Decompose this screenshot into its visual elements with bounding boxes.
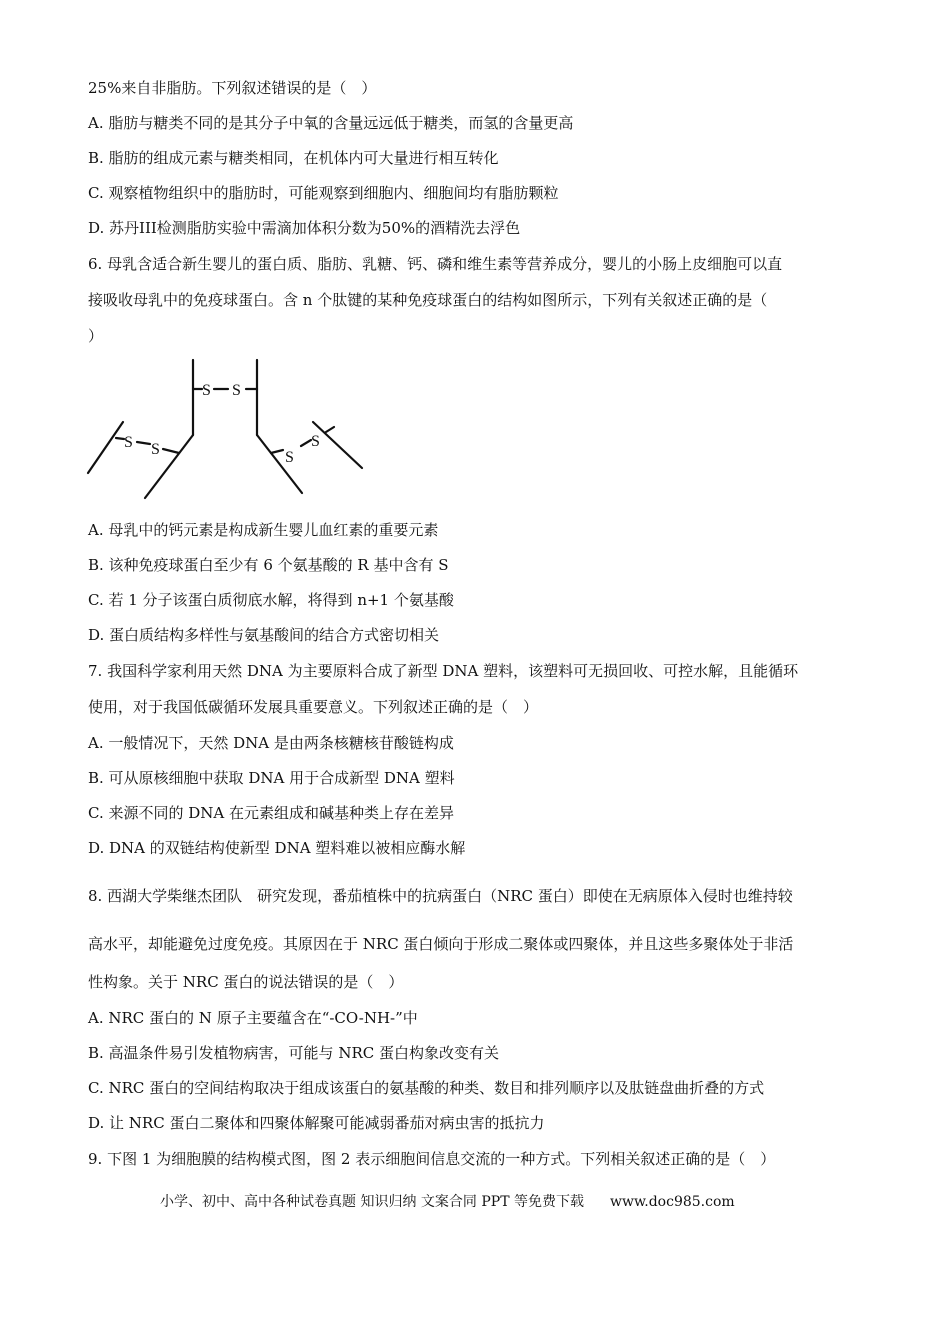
question-8-stem: 高水平，却能避免过度免疫。其原因在于 NRC 蛋白倾向于形成二聚体或四聚体，并且这些多聚体处于非活 (88, 935, 794, 953)
option-c: C. 来源不同的 DNA 在元素组成和碱基种类上存在差异 (88, 804, 455, 822)
option-b: B. 高温条件易引发植物病害，可能与 NRC 蛋白构象改变有关 (88, 1044, 499, 1062)
option-a: A. NRC 蛋白的 N 原子主要蕴含在“-CO-NH-”中 (88, 1009, 418, 1027)
sulfur-atom: S (285, 449, 294, 466)
question-6-stem: 6. 母乳含适合新生婴儿的蛋白质、脂肪、乳糖、钙、磷和维生素等营养成分，婴儿的小肠上皮细胞可以直 (88, 255, 783, 273)
option-a: A. 一般情况下，天然 DNA 是由两条核糖核苷酸链构成 (88, 734, 454, 752)
question-6-stem: ） (88, 327, 104, 345)
text-line: 25%来自非脂肪。下列叙述错误的是（ ） (88, 79, 377, 97)
option-b: B. 可从原核细胞中获取 DNA 用于合成新型 DNA 塑料 (88, 769, 455, 787)
option-b: B. 该种免疫球蛋白至少有 6 个氨基酸的 R 基中含有 S (88, 556, 449, 574)
option-d: D. 让 NRC 蛋白二聚体和四聚体解聚可能减弱番茄对病虫害的抵抗力 (88, 1114, 545, 1132)
sulfur-atom: S (311, 433, 320, 450)
page-footer (160, 1192, 735, 1212)
question-8-stem: 性构象。关于 NRC 蛋白的说法错误的是（ ） (88, 973, 404, 991)
option-a: A. 母乳中的钙元素是构成新生婴儿血红素的重要元素 (88, 521, 439, 539)
sulfur-atom: S (202, 382, 211, 399)
immunoglobulin-structure-diagram (80, 350, 380, 510)
sulfur-atom: S (151, 441, 160, 458)
question-8-stem: 8. 西湖大学柴继杰团队 研究发现，番茄植株中的抗病蛋白（NRC 蛋白）即使在无病原体入侵时也维持较 (88, 887, 793, 905)
option-d: D. 蛋白质结构多样性与氨基酸间的结合方式密切相关 (88, 626, 440, 644)
option-c: C. NRC 蛋白的空间结构取决于组成该蛋白的氨基酸的种类、数目和排列顺序以及肽链盘曲折叠的方式 (88, 1079, 765, 1097)
question-9-stem: 9. 下图 1 为细胞膜的结构模式图，图 2 表示细胞间信息交流的一种方式。下列相关叙述正确的是（ ） (88, 1150, 776, 1168)
option-b: B. 脂肪的组成元素与糖类相同，在机体内可大量进行相互转化 (88, 149, 499, 167)
question-7-stem: 7. 我国科学家利用天然 DNA 为主要原料合成了新型 DNA 塑料，该塑料可无损回收、可控水解，且能循环 (88, 662, 799, 680)
option-d: D. 苏丹III检测脂肪实验中需滴加体积分数为50%的酒精洗去浮色 (88, 219, 521, 237)
question-7-stem: 使用，对于我国低碳循环发展具重要意义。下列叙述正确的是（ ） (88, 698, 539, 716)
question-6-stem: 接吸收母乳中的免疫球蛋白。含 n 个肽键的某种免疫球蛋白的结构如图所示，下列有关叙述正确的是（ (88, 291, 768, 309)
sulfur-atom: S (232, 382, 241, 399)
footer-url[interactable]: www.doc985.com (609, 1194, 735, 1210)
option-c: C. 若 1 分子该蛋白质彻底水解，将得到 n+1 个氨基酸 (88, 591, 454, 609)
option-c: C. 观察植物组织中的脂肪时，可能观察到细胞内、细胞间均有脂肪颗粒 (88, 184, 559, 202)
option-a: A. 脂肪与糖类不同的是其分子中氧的含量远远低于糖类，而氢的含量更高 (88, 114, 574, 132)
footer-text: 小学、初中、高中各种试卷真题 知识归纳 文案合同 PPT 等免费下载 (160, 1194, 584, 1210)
option-d: D. DNA 的双链结构使新型 DNA 塑料难以被相应酶水解 (88, 839, 466, 857)
sulfur-atom: S (124, 434, 133, 451)
